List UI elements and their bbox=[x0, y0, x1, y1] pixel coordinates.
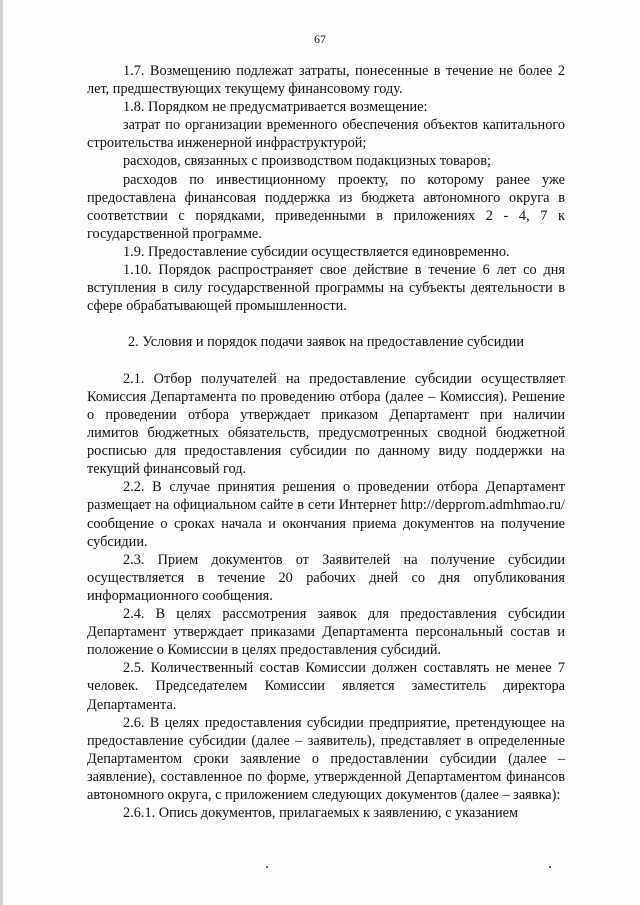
paragraph-1-10: 1.10. Порядок распространяет свое действие в течение 6 лет со дня вступления в силу государственной программы на субъекты деятельности в сфере обрабатывающей промышленности. bbox=[87, 262, 565, 315]
scan-speck bbox=[549, 866, 551, 868]
scan-speck bbox=[266, 866, 268, 868]
paragraph-1-8: 1.8. Порядком не предусматривается возмещение: bbox=[123, 99, 428, 116]
paragraph-1-9: 1.9. Предоставление субсидии осуществляется единовременно. bbox=[123, 243, 510, 260]
section-heading: 2. Условия и порядок подачи заявок на предоставление субсидии bbox=[128, 334, 524, 351]
page-number: 67 bbox=[314, 32, 326, 46]
paragraph-1-8-item-1: затрат по организации временного обеспечения объектов капитального строительства инженерной инфраструктурой; bbox=[87, 117, 565, 152]
document-body bbox=[87, 62, 565, 822]
paragraph-2-1: 2.1. Отбор получателей на предоставление субсидии осуществляет Комиссия Департамента по проведению отбора (далее – Комиссия). Решение о проведении отбора утверждает приказом Департамент при наличии лимитов бюджетных обязательств, предусмотренных сводной бюджетной росписью для предоставления субсидии по данному виду поддержки на текущий финансовый год. bbox=[87, 370, 565, 478]
paragraph-1-8-item-2: расходов, связанных с производством подакцизных товаров; bbox=[123, 153, 492, 170]
paragraph-2-4: 2.4. В целях рассмотрения заявок для предоставления субсидии Департамент утверждает приказами Департамента персональный состав и положение о Комиссии в целях предоставления субсидий. bbox=[87, 606, 565, 659]
paragraph-2-6: 2.6. В целях предоставления субсидии предприятие, претендующее на предоставление субсидии (далее – заявитель), представляет в определенные Департаментом сроки заявление о предоставлении субсидии (далее – заявление), составленное по форме, утвержденной Департаментом финансов автономного округа, с приложением следующих документов (далее – заявка): bbox=[87, 714, 565, 803]
paragraph-2-5: 2.5. Количественный состав Комиссии должен составлять не менее 7 человек. Председателем Комиссии является заместитель директора Департамента. bbox=[87, 660, 565, 713]
paragraph-1-7: 1.7. Возмещению подлежат затраты, понесенные в течение не более 2 лет, предшествующих текущему финансовому году. bbox=[87, 63, 565, 98]
page-edge bbox=[0, 0, 3, 905]
paragraph-2-6-1: 2.6.1. Опись документов, прилагаемых к заявлению, с указанием bbox=[123, 805, 519, 822]
paragraph-2-3: 2.3. Прием документов от Заявителей на получение субсидии осуществляется в течение 20 рабочих дней со дня опубликования информационного сообщения. bbox=[87, 551, 565, 604]
paragraph-2-2: 2.2. В случае принятия решения о проведении отбора Департамент размещает на официальном сайте в сети Интернет http://depprom.admhmao.ru/ сообщение о сроках начала и окончания приема документов на получение субсидии. bbox=[87, 479, 565, 550]
paragraph-1-8-item-3: расходов по инвестиционному проекту, по которому ранее уже предоставлена финансовая поддержка из бюджета автономного округа в соответствии с порядками, приведенными в приложениях 2 - 4, 7 к государственной программе. bbox=[87, 171, 565, 242]
